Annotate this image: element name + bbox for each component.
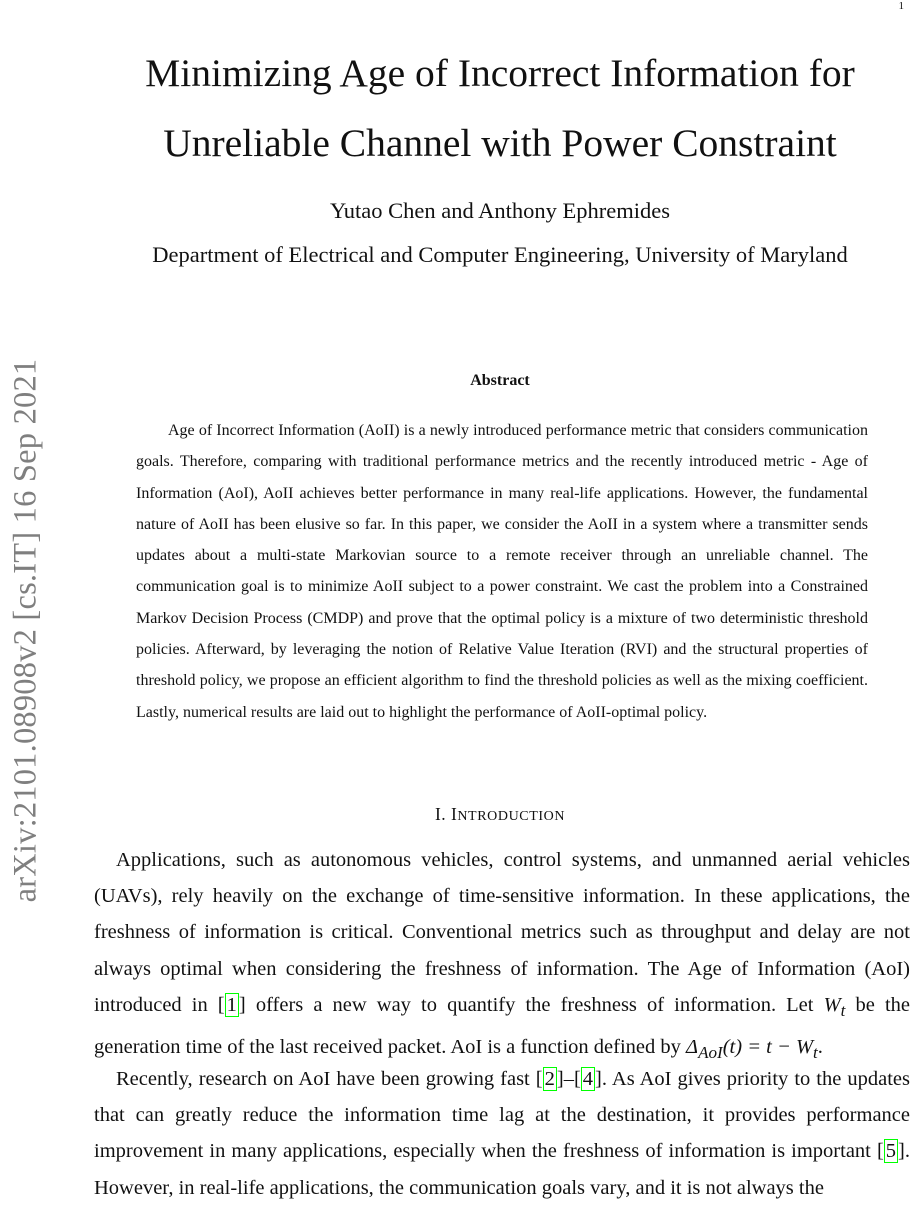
paragraph-text: be the generation time of the last received packet. AoI is a function defined by (94, 993, 910, 1059)
math-subscript: t (840, 1000, 846, 1020)
arxiv-identifier-stamp (4, 330, 48, 930)
section-title-initial: I (451, 804, 458, 824)
authors: Yutao Chen and Anthony Ephremides (330, 198, 670, 223)
paragraph-text: . As AoI gives priority to the updates that can greatly reduce the information time lag at the destination, it provides performance improvement in many applications, especially when the freshness of information is important (94, 1068, 910, 1163)
affiliation: Department of Electrical and Computer Engineering, University of Maryland (152, 242, 848, 267)
arxiv-identifier-text: arXiv:2101.08908v2 [cs.IT] 16 Sep 2021 (7, 358, 44, 902)
citation-link[interactable]: 1 (226, 993, 237, 1016)
intro-paragraph-2: Recently, research on AoI have been growing fast [2]–[4]. As AoI gives priority to the updates that can greatly reduce the information time lag at the destination, it provides performance improvement in many applications, especially when the freshness of information is important [5]. However, in real-life applications, the communication goals vary, and it is not always the (94, 1068, 910, 1199)
section-number: I. (434, 804, 447, 824)
math-symbol: W (823, 993, 841, 1016)
paragraph-text: offers a new way to quantify the freshness of information. Let (255, 993, 814, 1016)
math-formula (686, 1036, 818, 1063)
title-line-2: Unreliable Channel with Power Constraint (163, 121, 837, 165)
math-expression: (t) = t − W (722, 1036, 814, 1059)
paragraph-text: Applications, such as autonomous vehicles, control systems, and unmanned aerial vehicles (UAVs), rely heavily on the exchange of time-sensitive information. In these applications, the freshness of information is critical. Conventional metrics such as throughput and delay are not always optimal when considering the freshness of information. The Age of Information (AoI) introduced in (94, 849, 910, 1016)
citation-link[interactable]: 5 (885, 1140, 897, 1163)
paper-title (90, 38, 910, 178)
paragraph-text: . (817, 1036, 823, 1059)
math-symbol: Δ (686, 1036, 699, 1059)
intro-paragraph-1: Applications, such as autonomous vehicles, control systems, and unmanned aerial vehicles (UAVs), rely heavily on the exchange of time-sensitive information. In these applications, the freshness of information is critical. Conventional metrics such as throughput and delay are not always optimal when considering the freshness of information. The Age of Information (AoI) introduced in [1] offers a new way to quantify the freshness of information. Let $W_t$ be the generation time of the last received packet. AoI is a function defined by $\Delta_{AoI}(t) = t - W_t$. (94, 849, 910, 1063)
paragraph-text: – (563, 1068, 574, 1090)
section-title-rest: NTRODUCTION (457, 809, 566, 824)
abstract-heading: Abstract (470, 372, 530, 389)
page-number: 1 (898, 0, 904, 12)
paragraph-text: . However, in real-life applications, the communication goals vary, and it is not always the (94, 1140, 910, 1199)
math-subscript: t (813, 1043, 818, 1063)
paragraph-text: Recently, research on AoI have been growing fast (116, 1068, 530, 1090)
math-subscript: AoI (698, 1043, 723, 1063)
citation-link[interactable]: 4 (582, 1068, 594, 1090)
title-line-1: Minimizing Age of Incorrect Information for (145, 51, 855, 95)
abstract-body: Age of Incorrect Information (AoII) is a newly introduced performance metric that considers communication goals. Therefore, comparing with traditional performance metrics and the recently introduced metric - Age of Information (AoI), AoII achieves better performance in many real-life applications. However, the fundamental nature of AoII has been elusive so far. In this paper, we consider the AoII in a system where a transmitter sends updates about a multi-state Markovian source to a remote receiver through an unreliable channel. The communication goal is to minimize AoII subject to a power constraint. We cast the problem into a Constrained Markov Decision Process (CMDP) and prove that the optimal policy is a mixture of two deterministic threshold policies. Afterward, by leveraging the notion of Relative Value Iteration (RVI) and the structural properties of threshold policy, we propose an efficient algorithm to find the threshold policies as well as the mixing coefficient. Lastly, numerical results are laid out to highlight the performance of AoII-optimal policy. (136, 422, 868, 721)
section-heading-introduction (90, 804, 910, 825)
math-variable (823, 993, 846, 1020)
citation-link[interactable]: 2 (544, 1068, 555, 1090)
